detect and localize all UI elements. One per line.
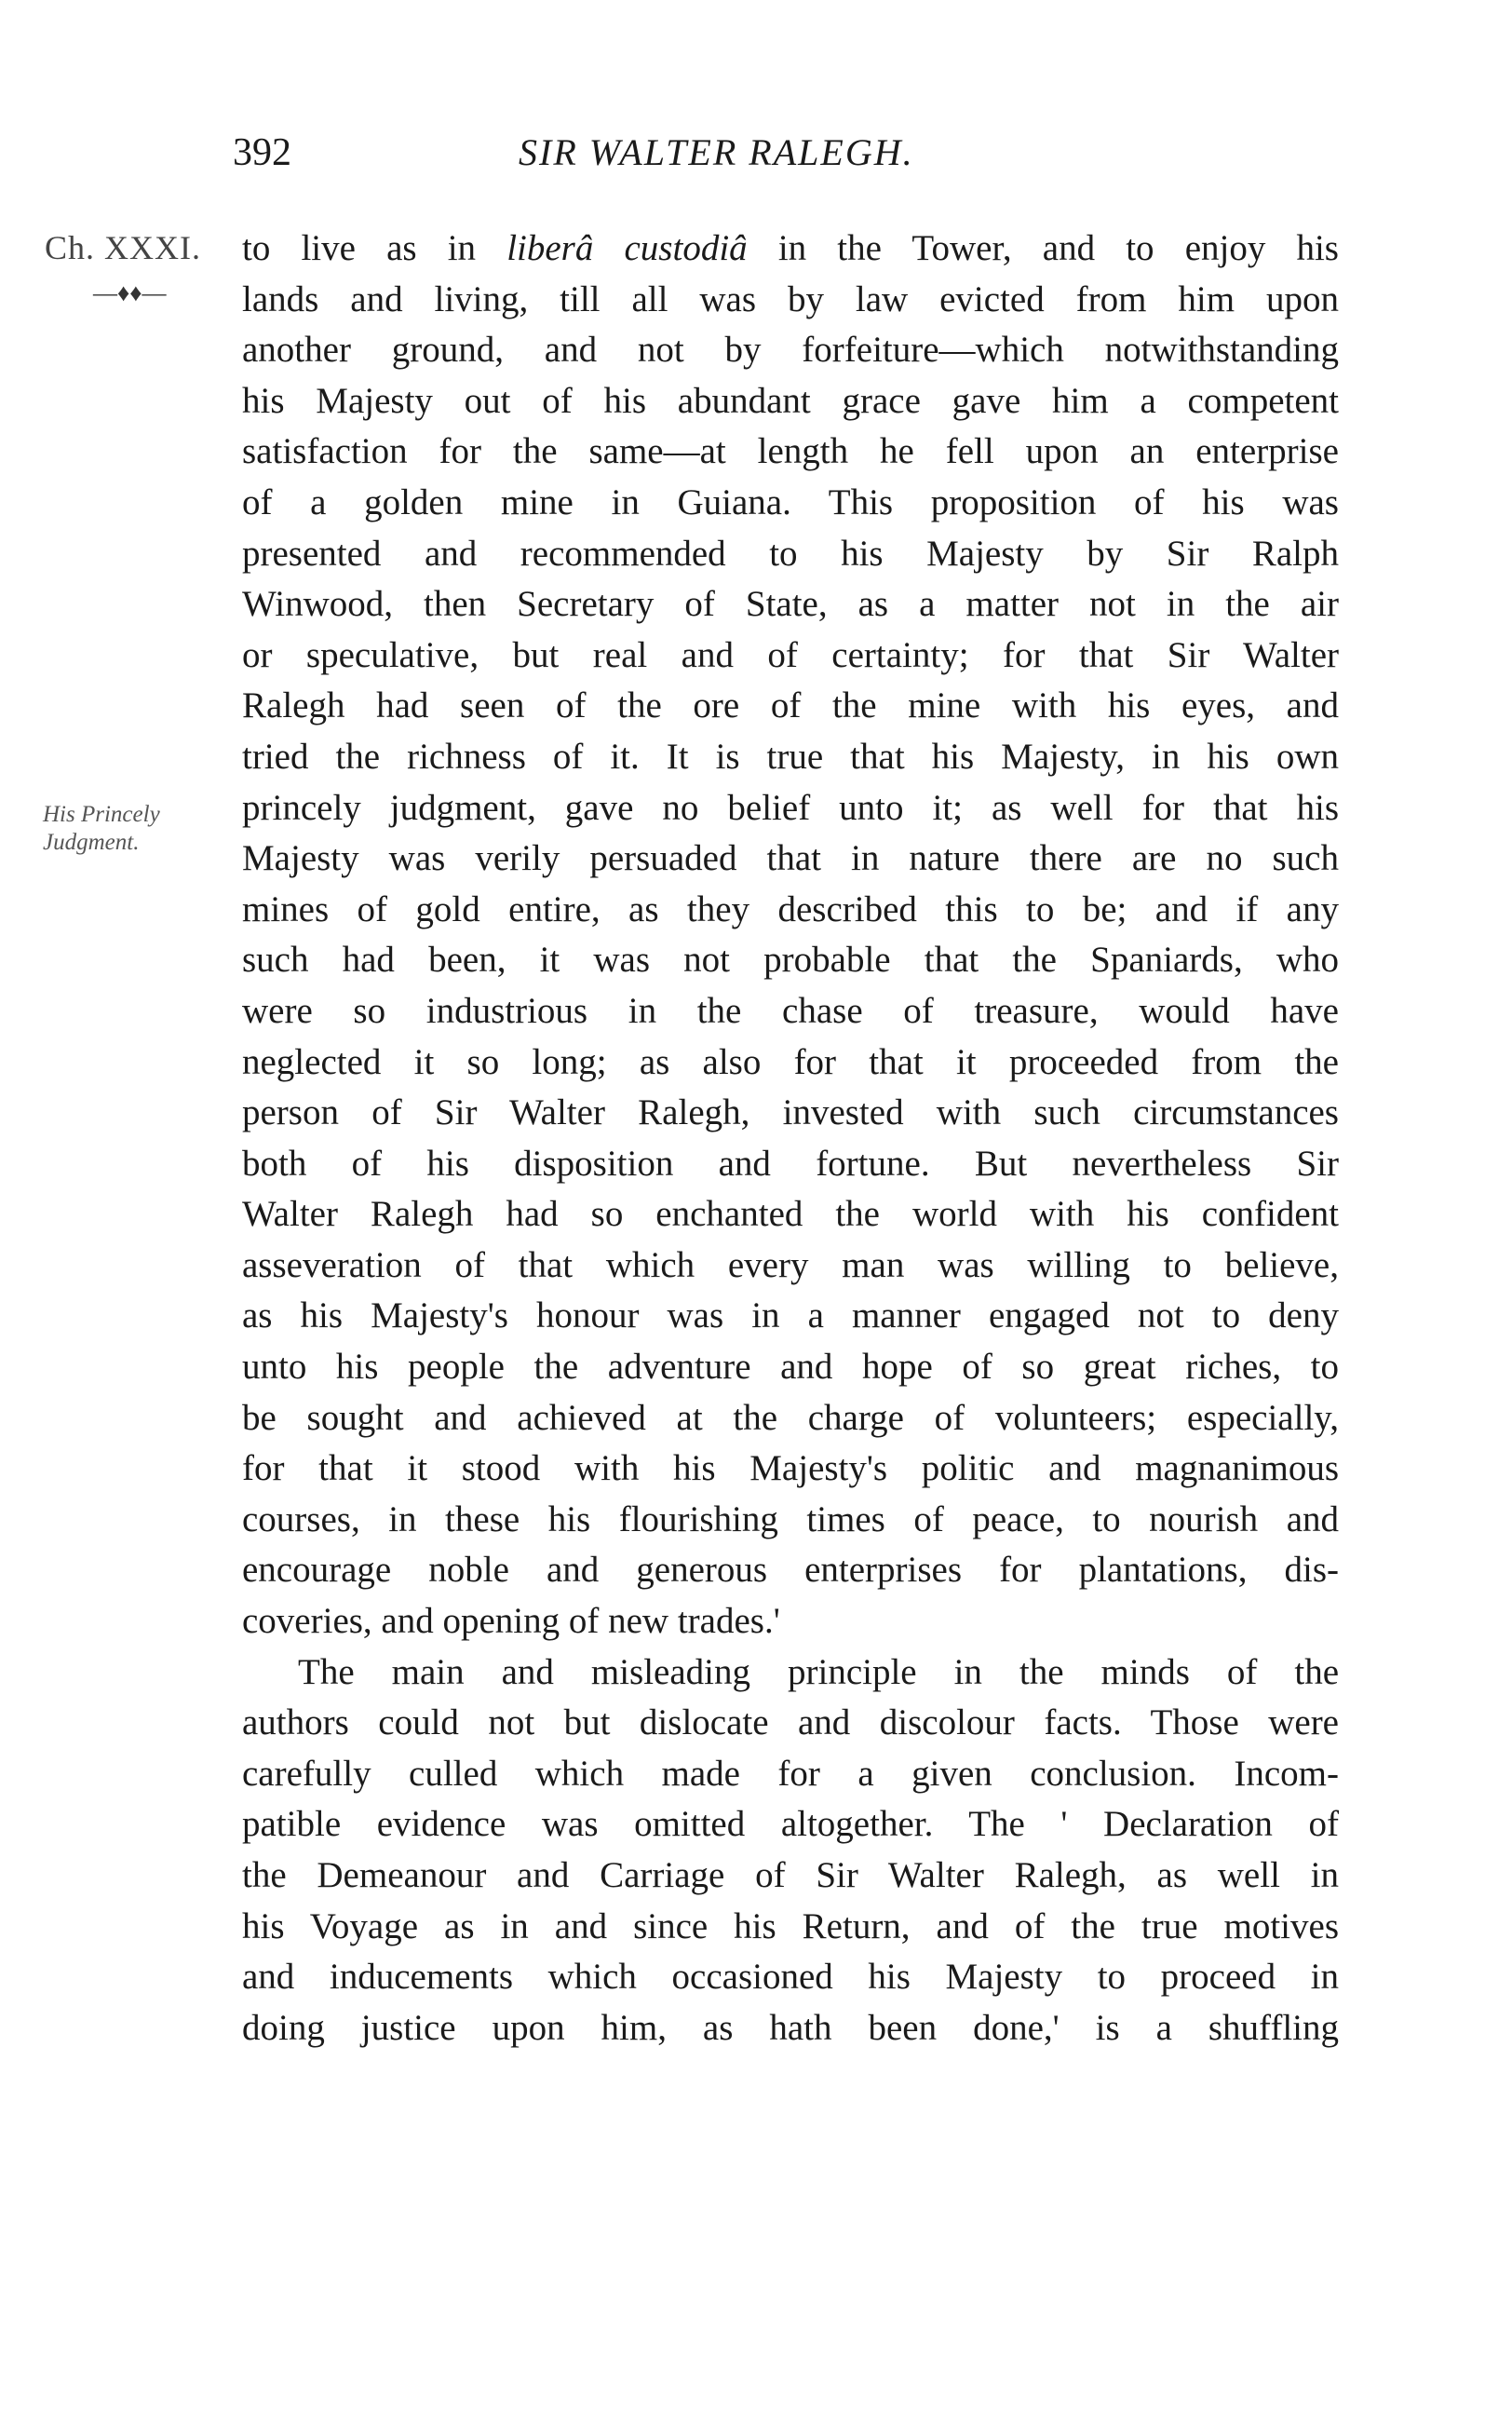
- text-line: lands and living, till all was by law evicted from him upon: [242, 278, 1339, 319]
- text-line: carefully culled which made for a given conclusion. Incom-: [242, 1753, 1339, 1794]
- text-line: neglected it so long; as also for that it proceeded from the: [242, 1041, 1339, 1082]
- latin-phrase: liberâ custodiâ: [506, 228, 748, 268]
- text-line: princely judgment, gave no belief unto it; as well for that his: [242, 787, 1339, 828]
- side-note-line: Judgment.: [43, 830, 140, 855]
- text-segment: in the Tower, and to enjoy his: [747, 228, 1339, 268]
- text-line: for that it stood with his Majesty's politic and magnanimous: [242, 1448, 1339, 1489]
- body-text: [242, 224, 1339, 2054]
- text-line: person of Sir Walter Ralegh, invested with such circumstances: [242, 1092, 1339, 1133]
- text-line: both of his disposition and fortune. But nevertheless Sir: [242, 1143, 1339, 1184]
- chapter-marker: Ch. XXXI.: [45, 229, 201, 266]
- text-line: Walter Ralegh had so enchanted the world with his confident: [242, 1194, 1339, 1235]
- text-segment: to live as in: [242, 228, 507, 268]
- text-line: were so industrious in the chase of treasure, would have: [242, 990, 1339, 1031]
- side-note-line: His Princely: [43, 802, 160, 827]
- text-line: be sought and achieved at the charge of volunteers; especially,: [242, 1397, 1339, 1438]
- ornament: —♦♦—: [93, 279, 167, 306]
- page-number: 392: [233, 131, 291, 174]
- text-line: such had been, it was not probable that the Spaniards, who: [242, 940, 1339, 981]
- text-line: presented and recommended to his Majesty by Sir Ralph: [242, 533, 1339, 574]
- text-line: courses, in these his flourishing times of peace, to nourish and: [242, 1498, 1339, 1539]
- text-line: [242, 224, 1339, 275]
- text-line: another ground, and not by forfeiture—which notwithstanding: [242, 330, 1339, 371]
- text-line: satisfaction for the same—at length he fell upon an enterprise: [242, 431, 1339, 472]
- text-line: his Majesty out of his abundant grace gave him a competent: [242, 380, 1339, 421]
- text-line: Winwood, then Secretary of State, as a matter not in the air: [242, 584, 1339, 625]
- text-line: unto his people the adventure and hope of so great riches, to: [242, 1347, 1339, 1388]
- text-line: Ralegh had seen of the ore of the mine with his eyes, and: [242, 685, 1339, 726]
- running-title: SIR WALTER RALEGH.: [519, 131, 914, 173]
- text-line: doing justice upon him, as hath been done,' is a shuffling: [242, 2007, 1339, 2048]
- text-line: as his Majesty's honour was in a manner engaged not to deny: [242, 1295, 1339, 1336]
- text-line: patible evidence was omitted altogether. The ' Declaration of: [242, 1804, 1339, 1845]
- text-line: encourage noble and generous enterprises for plantations, dis-: [242, 1550, 1339, 1591]
- text-line: and inducements which occasioned his Majesty to proceed in: [242, 1957, 1339, 1998]
- text-line: authors could not but dislocate and discolour facts. Those were: [242, 1702, 1339, 1743]
- text-line: of a golden mine in Guiana. This proposition of his was: [242, 481, 1339, 522]
- text-line: mines of gold entire, as they described this to be; and if any: [242, 888, 1339, 929]
- text-line: Majesty was verily persuaded that in nature there are no such: [242, 838, 1339, 879]
- text-line: his Voyage as in and since his Return, and of the true motives: [242, 1905, 1339, 1946]
- text-line: or speculative, but real and of certainty; for that Sir Walter: [242, 634, 1339, 675]
- text-line: The main and misleading principle in the minds of the: [298, 1651, 1339, 1692]
- text-line: the Demeanour and Carriage of Sir Walter Ralegh, as well in: [242, 1855, 1339, 1895]
- text-line: coveries, and opening of new trades.': [242, 1601, 780, 1642]
- text-line: asseveration of that which every man was willing to believe,: [242, 1244, 1339, 1285]
- text-line: tried the richness of it. It is true that his Majesty, in his own: [242, 736, 1339, 777]
- side-note: [43, 801, 160, 857]
